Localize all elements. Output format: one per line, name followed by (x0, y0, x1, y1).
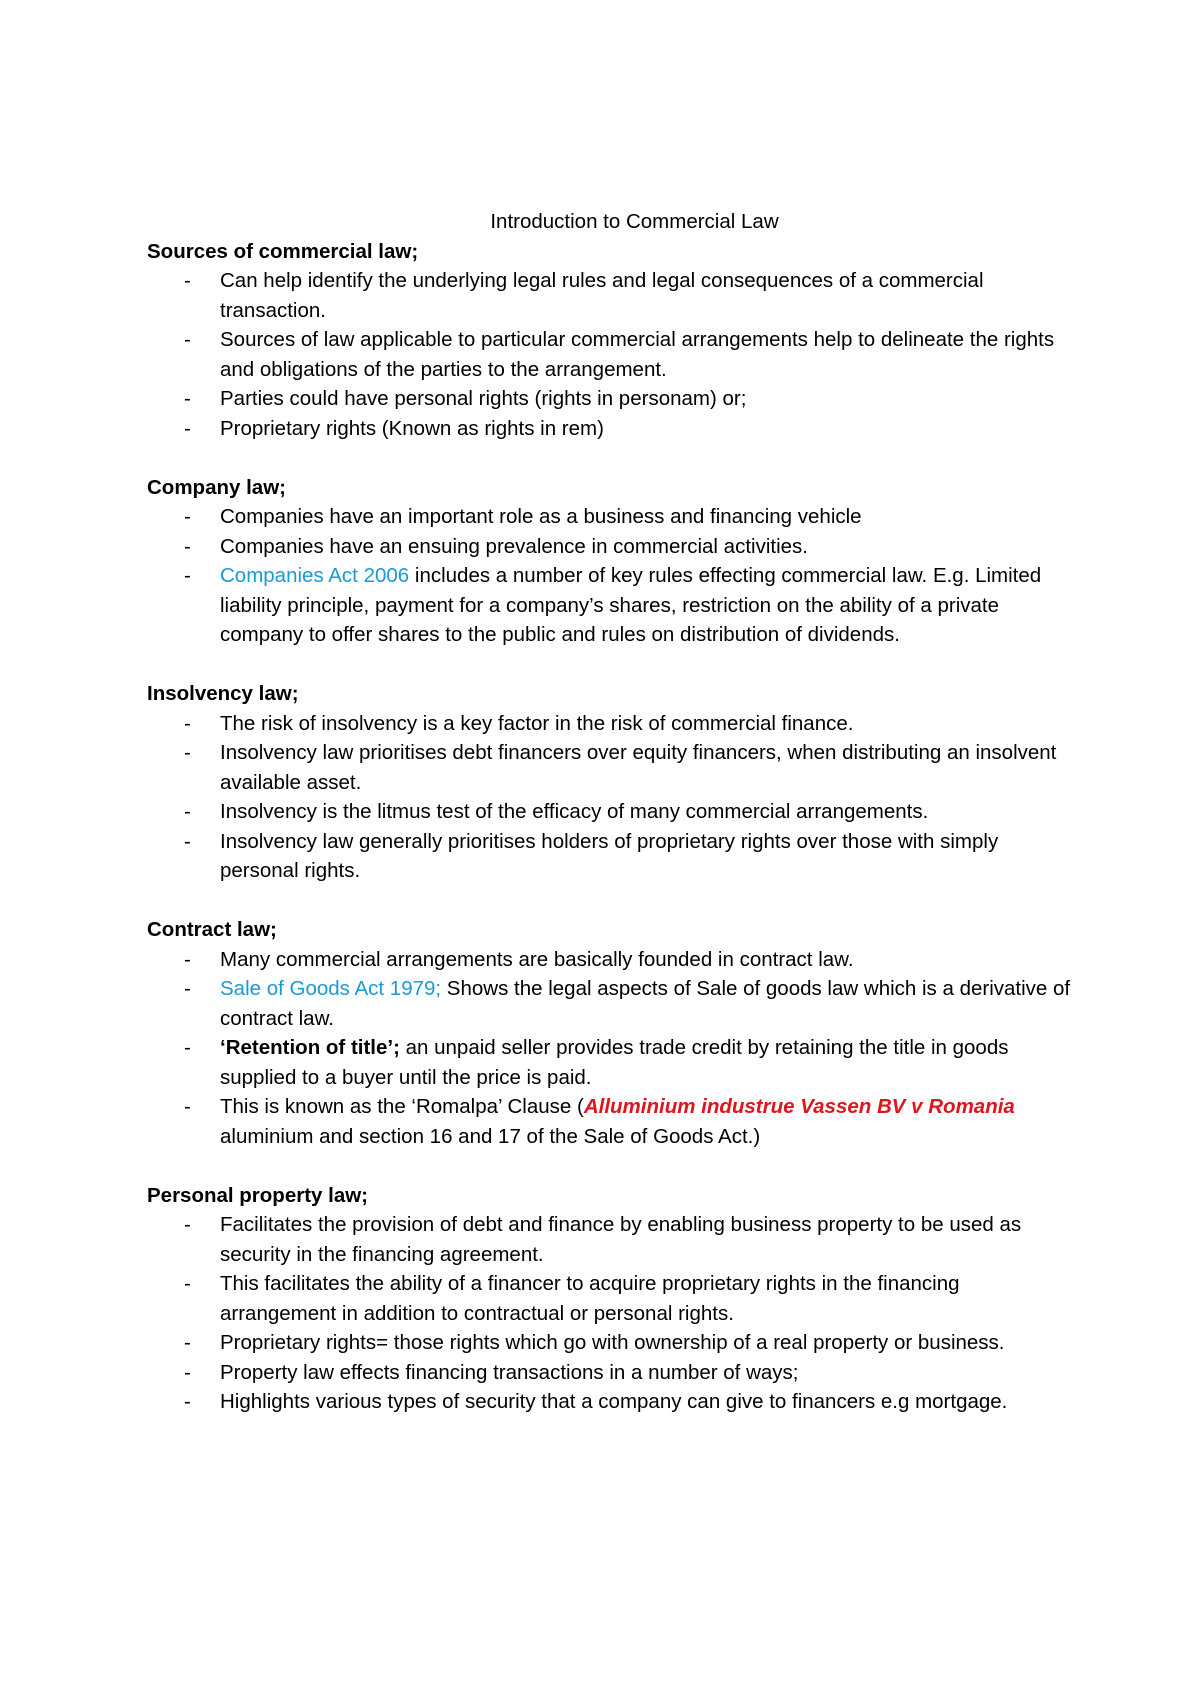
item-text: The risk of insolvency is a key factor in the risk of commercial finance. (220, 711, 854, 735)
bullet-dash: - (184, 1272, 191, 1295)
bullet-dash: - (184, 534, 191, 558)
list-item (147, 738, 1077, 797)
item-text: This facilitates the ability of a financer to acquire proprietary rights in the financing arrangement in addition to contractual or personal rights. (220, 1272, 960, 1325)
item-text: Insolvency law generally prioritises holders of proprietary rights over those with simply personal rights. (220, 829, 999, 882)
bullet-dash: - (184, 947, 191, 971)
item-text: Proprietary rights= those rights which go with ownership of a real property or business. (220, 1331, 1005, 1354)
item-text: Proprietary rights (Known as rights in rem) (220, 416, 604, 440)
bullet-list (147, 266, 1077, 443)
term-bold: ‘Retention of title’; (220, 1036, 400, 1059)
item-text: an unpaid seller provides trade credit by retaining the title in goods supplied to a buyer until the price is paid. (220, 1036, 1009, 1089)
item-text: Property law effects financing transactions in a number of ways; (220, 1360, 799, 1384)
list-item (147, 414, 1077, 444)
section-sources (147, 237, 1077, 444)
section-heading: Company law; (147, 475, 286, 499)
list-item (147, 974, 1077, 1033)
list-item (147, 266, 1077, 325)
list-item (147, 325, 1077, 384)
bullet-dash: - (184, 387, 191, 410)
section-contract-law (147, 915, 1077, 1151)
bullet-dash: - (184, 1331, 191, 1354)
item-text: Facilitates the provision of debt and finance by enabling business property to be used as security in the financing agreement. (220, 1213, 1022, 1266)
bullet-list (147, 709, 1077, 886)
section-heading: Contract law; (147, 918, 277, 941)
list-item (147, 1358, 1077, 1388)
list-item (147, 1033, 1077, 1092)
bullet-dash: - (184, 1360, 191, 1384)
item-text: This is known as the ‘Romalpa’ Clause ( (220, 1095, 584, 1118)
bullet-dash: - (184, 416, 191, 440)
list-item (147, 384, 1077, 414)
bullet-list (147, 1210, 1077, 1417)
list-item (147, 797, 1077, 827)
list-item (147, 1269, 1077, 1328)
item-text: Many commercial arrangements are basically founded in contract law. (220, 947, 854, 971)
item-text: Companies have an ensuing prevalence in commercial activities. (220, 534, 808, 558)
bullet-dash: - (184, 977, 191, 1000)
bullet-dash: - (184, 741, 191, 764)
item-text: Highlights various types of security that a company can give to financers e.g mortgage. (220, 1390, 1008, 1413)
bullet-dash: - (184, 829, 191, 853)
bullet-dash: - (184, 269, 191, 292)
bullet-dash: - (184, 1036, 191, 1059)
bullet-list (147, 502, 1077, 650)
list-item (147, 827, 1077, 886)
item-text: Parties could have personal rights (rights in personam) or; (220, 387, 747, 410)
item-text: includes a number of key rules effecting commercial law. E.g. Limited liability principle, payment for a company’s shares, restriction on the ability of a private company to offer shares to the public and rules on distribution of dividends. (220, 564, 1042, 646)
list-item (147, 561, 1077, 650)
document-title: Introduction to Commercial Law (490, 210, 779, 233)
list-item (147, 1328, 1077, 1358)
list-item (147, 1387, 1077, 1417)
document-body (147, 207, 1077, 1417)
bullet-dash: - (184, 800, 191, 823)
list-item (147, 1092, 1077, 1151)
bullet-dash: - (184, 1390, 191, 1413)
bullet-dash: - (184, 1095, 191, 1118)
item-text: Companies have an important role as a business and financing vehicle (220, 505, 862, 528)
section-heading: Personal property law; (147, 1183, 369, 1207)
bullet-dash: - (184, 505, 191, 528)
section-personal-property-law (147, 1181, 1077, 1417)
list-item (147, 1210, 1077, 1269)
bullet-dash: - (184, 711, 191, 735)
statute-reference: Companies Act 2006 (220, 564, 410, 587)
list-item (147, 532, 1077, 562)
bullet-dash: - (184, 328, 191, 351)
bullet-list (147, 945, 1077, 1152)
item-text: Can help identify the underlying legal rules and legal consequences of a commercial transaction. (220, 269, 984, 322)
bullet-dash: - (184, 1213, 191, 1236)
list-item (147, 945, 1077, 975)
item-text: Shows the legal aspects of Sale of goods law which is a derivative of contract law. (220, 977, 1071, 1030)
list-item (147, 502, 1077, 532)
statute-reference: Sale of Goods Act 1979; (220, 977, 442, 1000)
section-heading: Sources of commercial law; (147, 239, 419, 263)
item-text: Insolvency law prioritises debt financers over equity financers, when distributing an insolvent available asset. (220, 741, 1057, 794)
section-company-law (147, 473, 1077, 650)
bullet-dash: - (184, 564, 191, 587)
section-insolvency-law (147, 679, 1077, 886)
case-reference: Alluminium industrue Vassen BV v Romania (583, 1095, 1015, 1118)
item-text: aluminium and section 16 and 17 of the Sale of Goods Act.) (220, 1124, 761, 1148)
item-text: Sources of law applicable to particular commercial arrangements help to delineate the rights and obligations of the parties to the arrangement. (220, 328, 1055, 381)
section-heading: Insolvency law; (147, 682, 299, 705)
list-item (147, 709, 1077, 739)
item-text: Insolvency is the litmus test of the efficacy of many commercial arrangements. (220, 800, 929, 823)
